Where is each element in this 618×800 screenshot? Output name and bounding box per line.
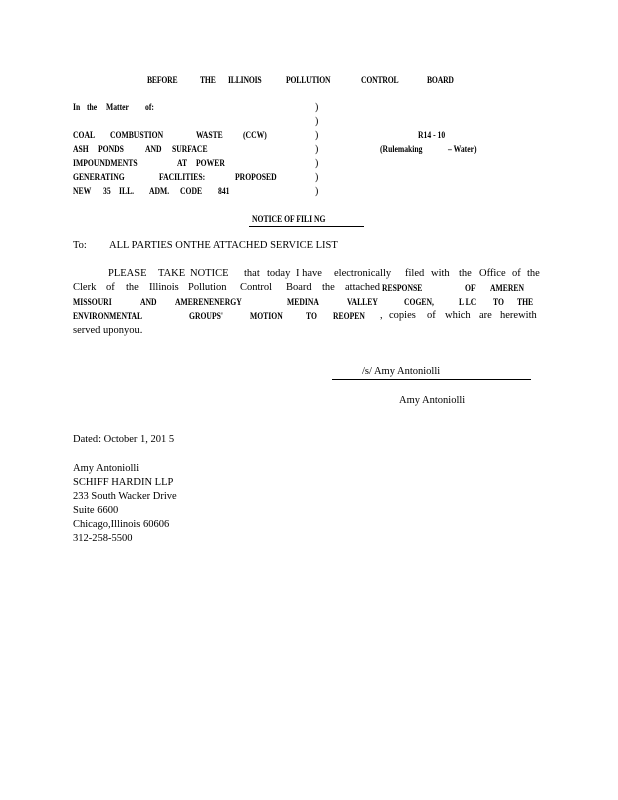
caption-word: COAL bbox=[73, 130, 96, 140]
caption-word: PROPOSED bbox=[235, 172, 277, 182]
para-bold-word: OF bbox=[465, 283, 476, 293]
caption-paren: ) bbox=[315, 130, 319, 141]
address-line: 233 South Wacker Drive bbox=[73, 491, 177, 502]
address-line: Suite 6600 bbox=[73, 505, 119, 516]
to-parties: ALL PARTIES ONTHE ATTACHED SERVICE LIST bbox=[109, 240, 338, 251]
dated-line: Dated: October 1, 201 5 bbox=[73, 434, 175, 445]
caption-word: GENERATING bbox=[73, 172, 125, 182]
para-word: served uponyou. bbox=[73, 325, 143, 336]
para-word: of bbox=[427, 310, 436, 321]
para-word: copies bbox=[389, 310, 416, 321]
para-bold-word: TO bbox=[493, 297, 504, 307]
docket-number: R14 - 10 bbox=[418, 130, 446, 140]
caption-word: ADM. bbox=[149, 186, 170, 196]
address-line: SCHIFF HARDIN LLP bbox=[73, 477, 174, 488]
matter-word: In bbox=[73, 102, 81, 112]
para-word: the bbox=[459, 268, 472, 279]
para-bold-word: ENVIRONMENTAL bbox=[73, 311, 143, 321]
address-line: 312-258-5500 bbox=[73, 533, 133, 544]
para-bold-word: MEDINA bbox=[287, 297, 319, 307]
para-bold-word: MOTION bbox=[250, 311, 283, 321]
para-word: TAKE bbox=[158, 268, 186, 279]
para-bold-word: REOPEN bbox=[333, 311, 365, 321]
matter-word: the bbox=[87, 102, 98, 112]
caption-word: POWER bbox=[196, 158, 225, 168]
para-word: Pollution bbox=[188, 282, 227, 293]
caption-word: 841 bbox=[218, 186, 230, 196]
address-line: Amy Antoniolli bbox=[73, 463, 140, 474]
para-bold-word: VALLEY bbox=[347, 297, 378, 307]
para-word: Control bbox=[240, 282, 273, 293]
caption-word: PONDS bbox=[98, 144, 124, 154]
para-word: with bbox=[431, 268, 450, 279]
caption-word: SURFACE bbox=[172, 144, 208, 154]
caption-paren: ) bbox=[315, 102, 319, 113]
para-word: electronically bbox=[334, 268, 392, 279]
docket-type: (Rulemaking bbox=[380, 144, 423, 154]
caption-word: IMPOUNDMENTS bbox=[73, 158, 138, 168]
address-line: Chicago,Illinois 60606 bbox=[73, 519, 170, 530]
para-word: Illinois bbox=[149, 282, 179, 293]
docket-type-water: – Water) bbox=[448, 144, 477, 154]
signature-slash: /s/ Amy Antoniolli bbox=[362, 366, 441, 377]
para-word: , bbox=[380, 310, 383, 321]
para-bold-word: THE bbox=[517, 297, 534, 307]
para-word: I have bbox=[296, 268, 322, 279]
caption-paren: ) bbox=[315, 172, 319, 183]
para-bold-word: AMEREN bbox=[490, 283, 524, 293]
para-bold-word: RESPONSE bbox=[382, 283, 423, 293]
caption-paren: ) bbox=[315, 116, 319, 127]
para-word: are bbox=[479, 310, 492, 321]
para-word: of bbox=[512, 268, 521, 279]
heading-control: CONTROL bbox=[361, 75, 399, 85]
heading-illinois: ILLINOIS bbox=[228, 75, 262, 85]
caption-word: FACILITIES: bbox=[159, 172, 206, 182]
para-word: attached bbox=[345, 282, 380, 293]
para-word: Clerk bbox=[73, 282, 97, 293]
caption-word: COMBUSTION bbox=[110, 130, 164, 140]
caption-paren: ) bbox=[315, 158, 319, 169]
para-word: the bbox=[527, 268, 540, 279]
para-bold-word: L LC bbox=[459, 297, 477, 307]
para-word: the bbox=[322, 282, 335, 293]
heading-the: THE bbox=[200, 75, 216, 85]
para-word: today bbox=[267, 268, 291, 279]
para-bold-word: COGEN, bbox=[404, 297, 434, 307]
para-word: filed bbox=[405, 268, 425, 279]
para-word: herewith bbox=[500, 310, 537, 321]
para-word: PLEASE bbox=[108, 268, 147, 279]
signature-line bbox=[332, 379, 531, 380]
para-word: Board bbox=[286, 282, 312, 293]
caption-paren: ) bbox=[315, 186, 319, 197]
para-bold-word: AMERENENERGY bbox=[175, 297, 242, 307]
heading-board: BOARD bbox=[427, 75, 454, 85]
caption-word: ILL. bbox=[119, 186, 135, 196]
caption-word: ASH bbox=[73, 144, 89, 154]
caption-word: NEW bbox=[73, 186, 92, 196]
caption-word: AT bbox=[177, 158, 188, 168]
caption-word: AND bbox=[145, 144, 162, 154]
caption-word: CODE bbox=[180, 186, 203, 196]
para-word: NOTICE bbox=[190, 268, 229, 279]
matter-word: of: bbox=[145, 102, 154, 112]
para-bold-word: TO bbox=[306, 311, 317, 321]
heading-pollution: POLLUTION bbox=[286, 75, 331, 85]
caption-word: 35 bbox=[103, 186, 111, 196]
caption-word: (CCW) bbox=[243, 130, 267, 140]
matter-word: Matter bbox=[106, 102, 129, 112]
para-word: that bbox=[244, 268, 260, 279]
para-word: of bbox=[106, 282, 115, 293]
caption-word: WASTE bbox=[196, 130, 223, 140]
para-bold-word: AND bbox=[140, 297, 157, 307]
para-bold-word: GROUPS' bbox=[189, 311, 224, 321]
heading-before: BEFORE bbox=[147, 75, 178, 85]
signature-name: Amy Antoniolli bbox=[399, 395, 466, 406]
caption-paren: ) bbox=[315, 144, 319, 155]
para-word: Office bbox=[479, 268, 506, 279]
to-label: To: bbox=[73, 240, 87, 251]
para-bold-word: MISSOURI bbox=[73, 297, 112, 307]
para-word: the bbox=[126, 282, 139, 293]
notice-title-underline bbox=[249, 226, 364, 227]
notice-title: NOTICE OF FILI NG bbox=[252, 214, 326, 224]
para-word: which bbox=[445, 310, 471, 321]
